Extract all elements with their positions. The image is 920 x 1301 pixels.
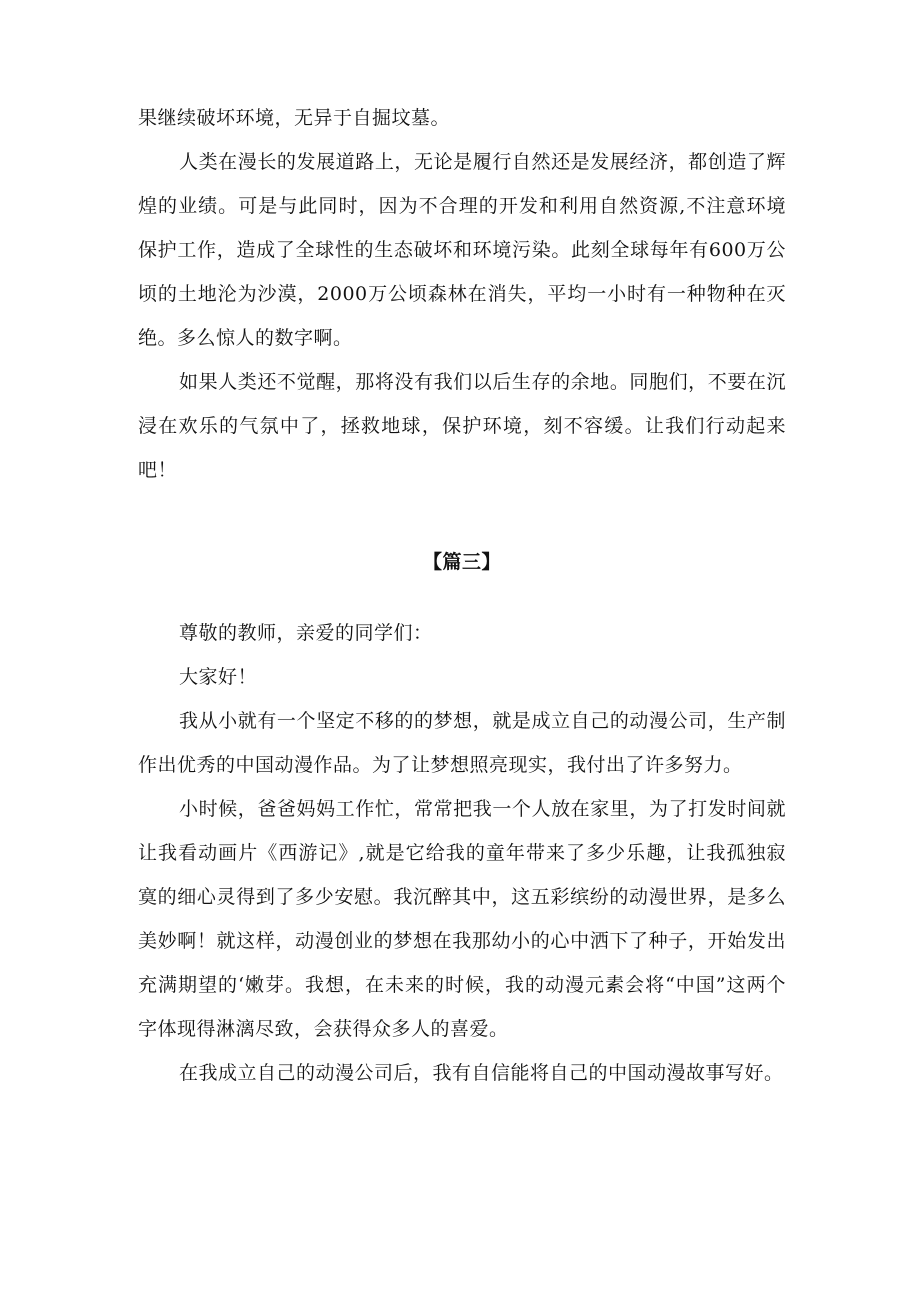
section-heading-block [138,540,786,584]
paragraph-childhood: 小时候，爸爸妈妈工作忙，常常把我一个人放在家里，为了打发时间就让我看动画片《西游记》,就是它给我的童年带来了多少乐趣，让我孤独寂寞的细心灵得到了多少安慰。我沉醉其中，这五彩缤纷的动漫世界，是多么美妙啊！就这样，动漫创业的梦想在我那幼小的心中洒下了种子，开始发出充满期望的‘嫩芽。我想，在未来的时候，我的动漫元素会将“中国”这两个字体现得淋漓尽致，会获得众多人的喜爱。 [138,798,786,1040]
paragraph-confidence: 在我成立自己的动漫公司后，我有自信能将自己的中国动漫故事写好。 [179,1062,784,1084]
text-block-lower [138,611,786,1095]
salutation: 尊敬的教师，亲爱的同学们： [179,622,433,644]
paragraph-call-to-action: 如果人类还不觉醒，那将没有我们以后生存的余地。同胞们，不要在沉浸在欢乐的气氛中了，拯救地球，保护环境，刻不容缓。让我们行动起来吧！ [138,371,786,481]
continuation-paragraph: 果继续破坏环境，无异于自掘坟墓。 [138,107,451,129]
greeting: 大家好！ [179,666,258,688]
paragraph-dream: 我从小就有一个坚定不移的的梦想，就是成立自己的动漫公司，生产制作出优秀的中国动漫作品。为了让梦想照亮现实，我付出了许多努力。 [138,710,786,776]
text-block-upper [138,96,786,492]
paragraph-environment: 人类在漫长的发展道路上，无论是履行自然还是发展经济，都创造了辉煌的业绩。可是与此同时，因为不合理的开发和利用自然资源,不注意环境保护工作，造成了全球性的生态破坏和环境污染。此刻全球每年有600万公顷的土地沦为沙漠，2000万公顷森林在消失，平均一小时有一种物种在灭绝。多么惊人的数字啊。 [138,151,786,349]
section-heading: 【篇三】 [422,551,501,573]
